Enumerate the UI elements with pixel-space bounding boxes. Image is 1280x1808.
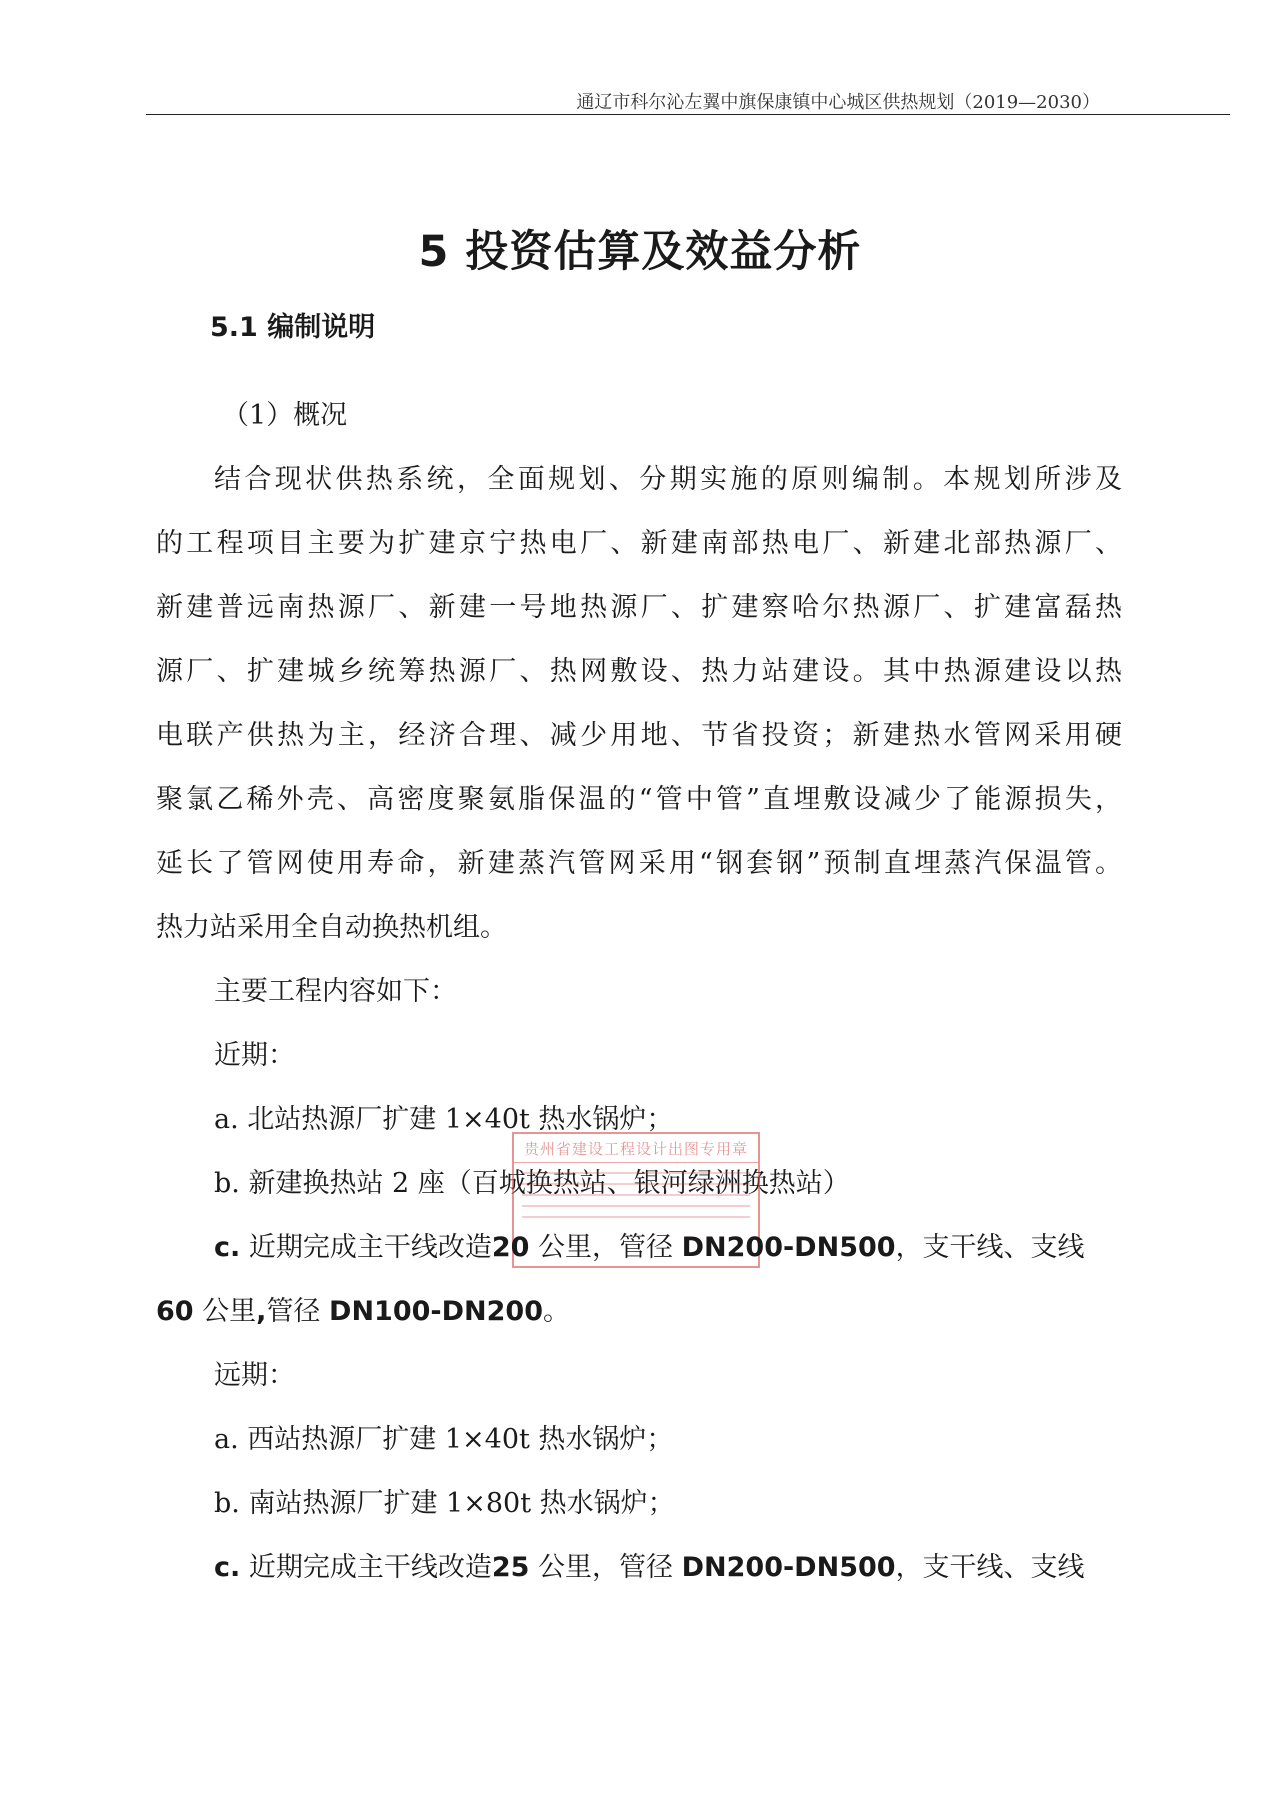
item-c-prefix: c. <box>214 1232 241 1263</box>
header-rule <box>146 114 1230 115</box>
paragraph-line-8: 热力站采用全自动换热机组。 <box>156 912 507 943</box>
item-c-number: 25 <box>491 1552 530 1583</box>
near-term-label: 近期： <box>214 1040 295 1071</box>
stamp-line <box>522 1205 750 1207</box>
item-c-text: 近期完成主干线改造 <box>240 1552 492 1583</box>
item-c-text: ，支干线、支线 <box>895 1552 1085 1583</box>
item-c-separator: , <box>256 1296 267 1327</box>
long-term-item-c <box>214 1545 1085 1584</box>
item-c-text: 近期完成主干线改造 <box>240 1232 492 1263</box>
item-c-pipe-size: DN200-DN500 <box>681 1232 896 1263</box>
near-term-item-b: b. 新建换热站 2 座（百城换热站、银河绿洲换热站） <box>214 1168 850 1199</box>
paragraph-line-2: 的工程项目主要为扩建京宁热电厂、新建南部热电厂、新建北部热源厂、 <box>156 528 1122 559</box>
item-c-pipe-size: DN200-DN500 <box>681 1552 896 1583</box>
chapter-title: 5 投资估算及效益分析 <box>418 227 862 277</box>
paragraph-line-4: 源厂、扩建城乡统筹热源厂、热网敷设、热力站建设。其中热源建设以热 <box>156 656 1122 687</box>
paragraph-line-6: 聚氯乙稀外壳、高密度聚氨脂保温的“管中管”直埋敷设减少了能源损失， <box>156 784 1122 815</box>
stamp-line <box>522 1194 750 1196</box>
overview-label: （1）概况 <box>222 400 348 431</box>
paragraph-line-5: 电联产供热为主，经济合理、减少用地、节省投资；新建热水管网采用硬 <box>156 720 1122 751</box>
main-works-label: 主要工程内容如下： <box>214 976 457 1007</box>
near-term-item-c <box>214 1225 1085 1264</box>
stamp-title: 贵州省建设工程设计出图专用章 <box>514 1134 758 1163</box>
section-heading: 5.1 编制说明 <box>210 312 376 343</box>
item-c-prefix: c. <box>214 1552 241 1583</box>
near-term-item-c-continued <box>156 1289 570 1328</box>
stamp-line <box>522 1216 750 1218</box>
item-c-number: 20 <box>491 1232 530 1263</box>
long-term-item-a: a. 西站热源厂扩建 1×40t 热水锅炉； <box>214 1424 674 1455</box>
running-header: 通辽市科尔沁左翼中旗保康镇中心城区供热规划（2019—2030） <box>576 92 1100 113</box>
item-c-text: 公里，管径 <box>529 1232 682 1263</box>
paragraph-line-7: 延长了管网使用寿命，新建蒸汽管网采用“钢套钢”预制直埋蒸汽保温管。 <box>156 848 1122 879</box>
paragraph-line-3: 新建普远南热源厂、新建一号地热源厂、扩建察哈尔热源厂、扩建富磊热 <box>156 592 1122 623</box>
stamp-line <box>522 1172 750 1174</box>
stamp-line <box>522 1183 750 1185</box>
item-c-text: 。 <box>542 1296 570 1327</box>
long-term-label: 远期： <box>214 1360 295 1391</box>
item-c-number: 60 <box>156 1296 194 1327</box>
long-term-item-b: b. 南站热源厂扩建 1×80t 热水锅炉； <box>214 1488 675 1519</box>
item-c-text: 公里 <box>193 1296 257 1327</box>
item-c-text: 管径 <box>266 1296 330 1327</box>
paragraph-line-1: 结合现状供热系统，全面规划、分期实施的原则编制。本规划所涉及 <box>214 464 1122 495</box>
item-c-text: ，支干线、支线 <box>895 1232 1085 1263</box>
near-term-item-a: a. 北站热源厂扩建 1×40t 热水锅炉； <box>214 1104 674 1135</box>
item-c-text: 公里，管径 <box>529 1552 682 1583</box>
item-c-pipe-size: DN100-DN200 <box>329 1296 543 1327</box>
